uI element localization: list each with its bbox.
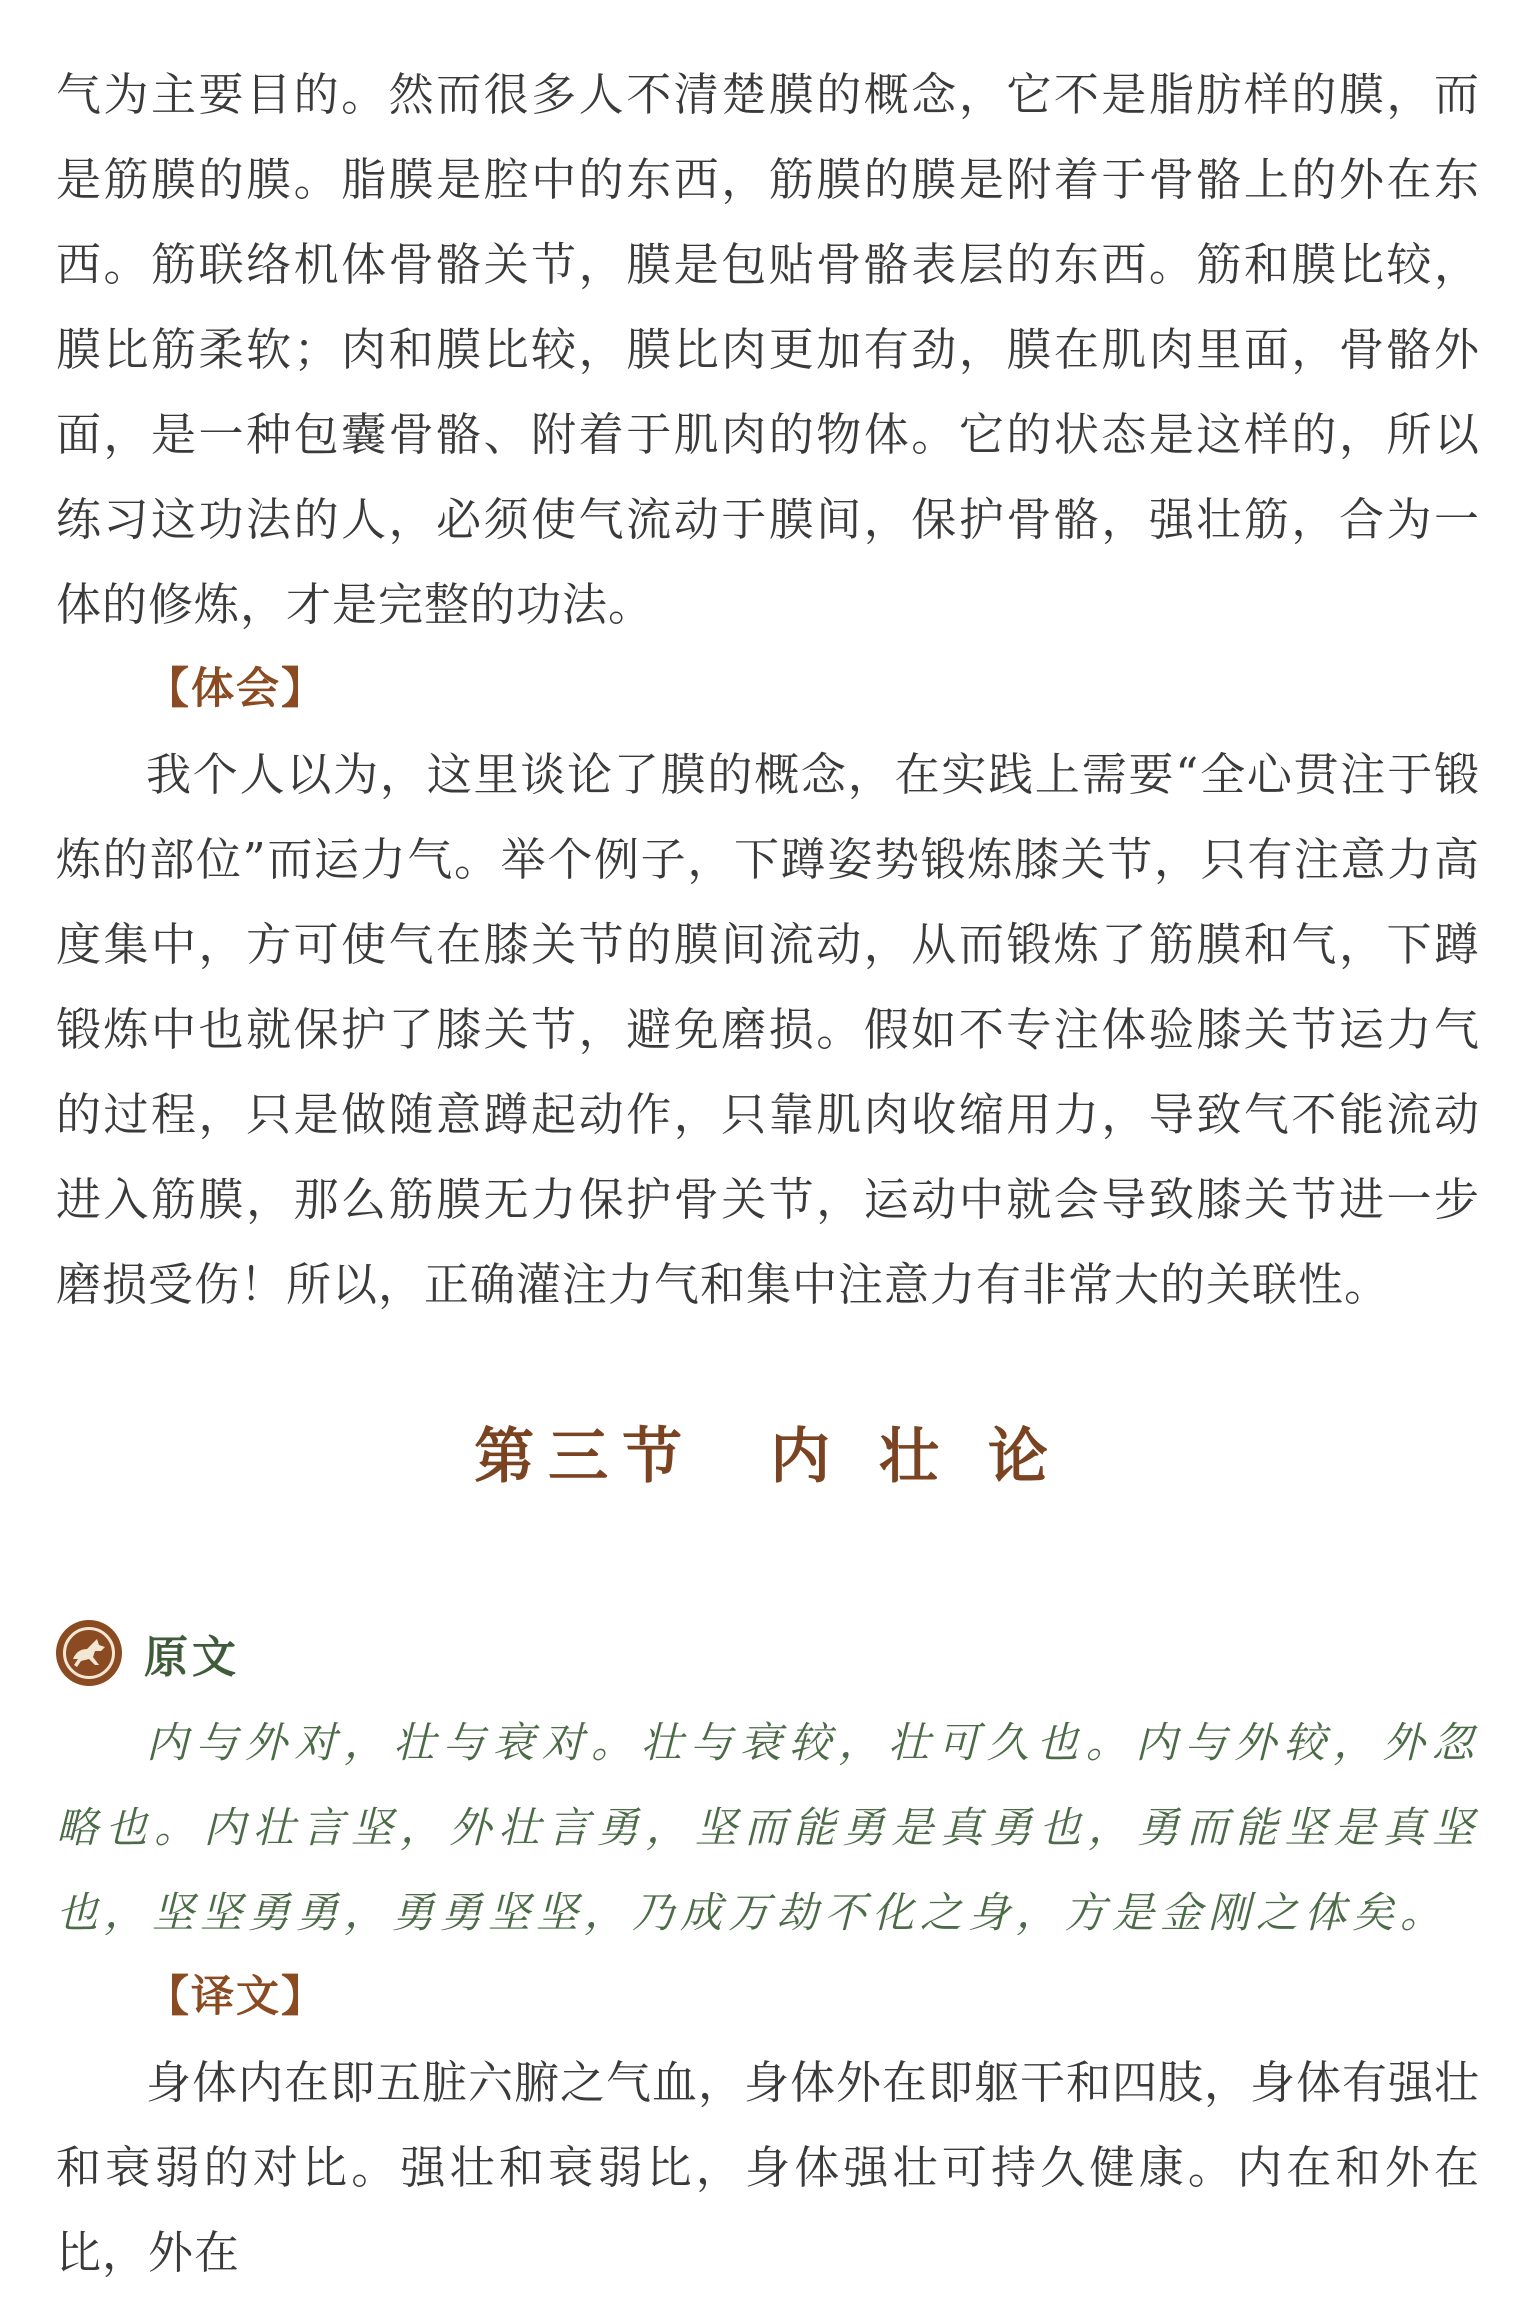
section-title: 第三节 内 壮 论	[474, 1422, 1062, 1492]
yiwen-heading: 【译文】	[146, 1972, 326, 2022]
yuanwen-paragraph: 内与外对，壮与衰对。壮与衰较，壮可久也。内与外较，外忽略也。内壮言坚，外壮言勇，坚而能勇是真勇也，勇而能坚是真坚也，坚坚勇勇，勇勇坚坚，乃成万劫不化之身，方是金刚之体矣。	[56, 1718, 1480, 1937]
tihui-paragraph: 我个人以为，这里谈论了膜的概念，在实践上需要“全心贯注于锻炼的部位”而运力气。举个例子，下蹲姿势锻炼膝关节，只有注意力高度集中，方可使气在膝关节的膜间流动，从而锻炼了筋膜和气，下蹲锻炼中也就保护了膝关节，避免磨损。假如不专注体验膝关节运力气的过程，只是做随意蹲起动作，只靠肌肉收缩用力，导致气不能流动进入筋膜，那么筋膜无力保护骨关节，运动中就会导致膝关节进一步磨损受伤！所以，正确灌注力气和集中注意力有非常大的关联性。	[56, 748, 1480, 1311]
yuanwen-label: 原文	[144, 1631, 240, 1683]
intro-paragraph: 气为主要目的。然而很多人不清楚膜的概念，它不是脂肪样的膜，而是筋膜的膜。脂膜是腔中的东西，筋膜的膜是附着于骨骼上的外在东西。筋联络机体骨骼关节，膜是包贴骨骼表层的东西。筋和膜比较，膜比筋柔软；肉和膜比较，膜比肉更加有劲，膜在肌肉里面，骨骼外面，是一种包囊骨骼、附着于肌肉的物体。它的状态是这样的，所以练习这功法的人，必须使气流动于膜间，保护骨骼，强壮筋，合为一体的修炼，才是完整的功法。	[56, 68, 1480, 631]
yuanwen-header	[56, 1605, 1480, 1700]
yiwen-paragraph: 身体内在即五脏六腑之气血，身体外在即躯干和四肢，身体有强壮和衰弱的对比。强壮和衰弱比，身体强壮可持久健康。内在和外在比，外在	[56, 2056, 1481, 2279]
horse-seal-icon	[56, 1620, 122, 1686]
tihui-heading: 【体会】	[146, 664, 326, 714]
page-content	[56, 52, 1480, 2295]
